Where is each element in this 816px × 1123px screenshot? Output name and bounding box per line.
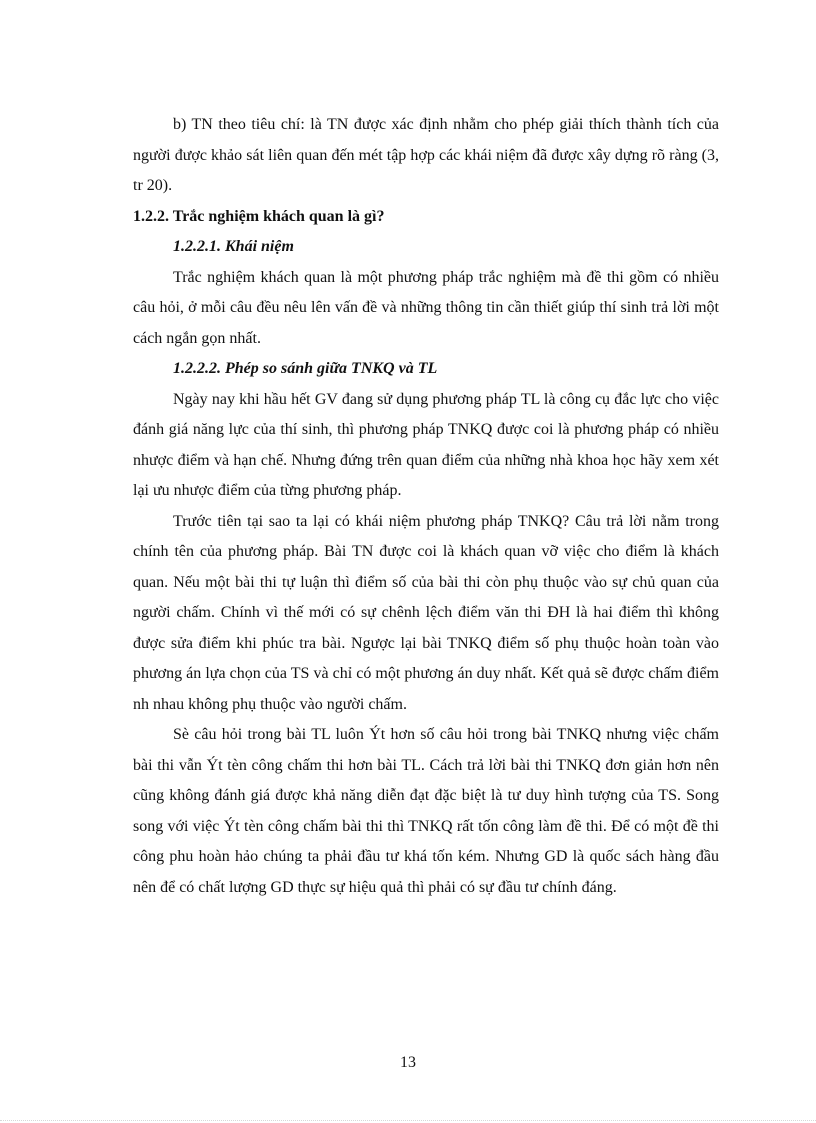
paragraph-definition: Trắc nghiệm khách quan là một phương pháp trắc nghiệm mà đề thi gồm có nhiều câu hỏi, ở mỗi câu đều nêu lên vấn đề và những thông tin cần thiết giúp thí sinh trả lời một cách ngắn gọn nhất. (133, 268, 719, 347)
page-bottom-divider (0, 1120, 816, 1121)
subsection-heading-1-2-2-2: 1.2.2.2. Phép so sánh giữa TNKQ và TL (173, 360, 438, 377)
paragraph-criteria-test: b) TN theo tiêu chí: là TN được xác định nhằm cho phép giải thích thành tích của người được khảo sát liên quan đến mét tập hợp các khái niệm đã được xây dựng rõ ràng (3, tr 20). (133, 116, 719, 194)
section-heading-1-2-2: 1.2.2. Trắc nghiệm khách quan là gì? (133, 207, 385, 225)
paragraph-objectivity: Trước tiên tại sao ta lại có khái niệm phương pháp TNKQ? Câu trả lời nằm trong chính tên của phương pháp. Bài TN được coi là khách quan vỡ việc cho điểm là khách quan. Nếu một bài thi tự luận thì điểm số của bài thi còn phụ thuộc vào sự chủ quan của người chấm. Chính vì thế mới có sự chênh lệch điểm văn thi ĐH là hai điểm thì không được sửa điểm khi phúc tra bài. Ngược lại bài TNKQ điểm số phụ thuộc hoàn toàn vào phương án lựa chọn của TS và chỉ có một phương án duy nhất. Kết quả sẽ được chấm điểm nh nhau không phụ thuộc vào người chấm. (133, 512, 719, 713)
page-number: 13 (400, 1054, 416, 1071)
paragraph-effort: Sè câu hỏi trong bài TL luôn Ýt hơn số câu hỏi trong bài TNKQ nhưng việc chấm bài thi vẫn Ýt tèn công chấm thi hơn bài TL. Cách trả lời bài thi TNKQ đơn giản hơn nên cũng không đánh giá được khả năng diễn đạt đặc biệt là tư duy hình tượng của TS. Song song với việc Ýt tèn công chấm bài thi thì TNKQ rất tốn công làm đề thi. Để có một đề thi công phu hoàn hảo chúng ta phải đầu tư khá tốn kém. Nhưng GD là quốc sách hàng đầu nên để có chất lượng GD thực sự hiệu quả thì phải có sự đầu tư chính đáng. (133, 726, 719, 896)
page-body (133, 110, 719, 903)
subsection-heading-1-2-2-1: 1.2.2.1. Khái niệm (173, 238, 294, 255)
paragraph-comparison-intro: Ngày nay khi hầu hết GV đang sử dụng phương pháp TL là công cụ đắc lực cho việc đánh giá năng lực của thí sinh, thì phương pháp TNKQ được coi là phương pháp có nhiều nhược điểm và hạn chế. Nhưng đứng trên quan điểm của những nhà khoa học hãy xem xét lại ưu nhược điểm của từng phương pháp. (133, 390, 719, 499)
